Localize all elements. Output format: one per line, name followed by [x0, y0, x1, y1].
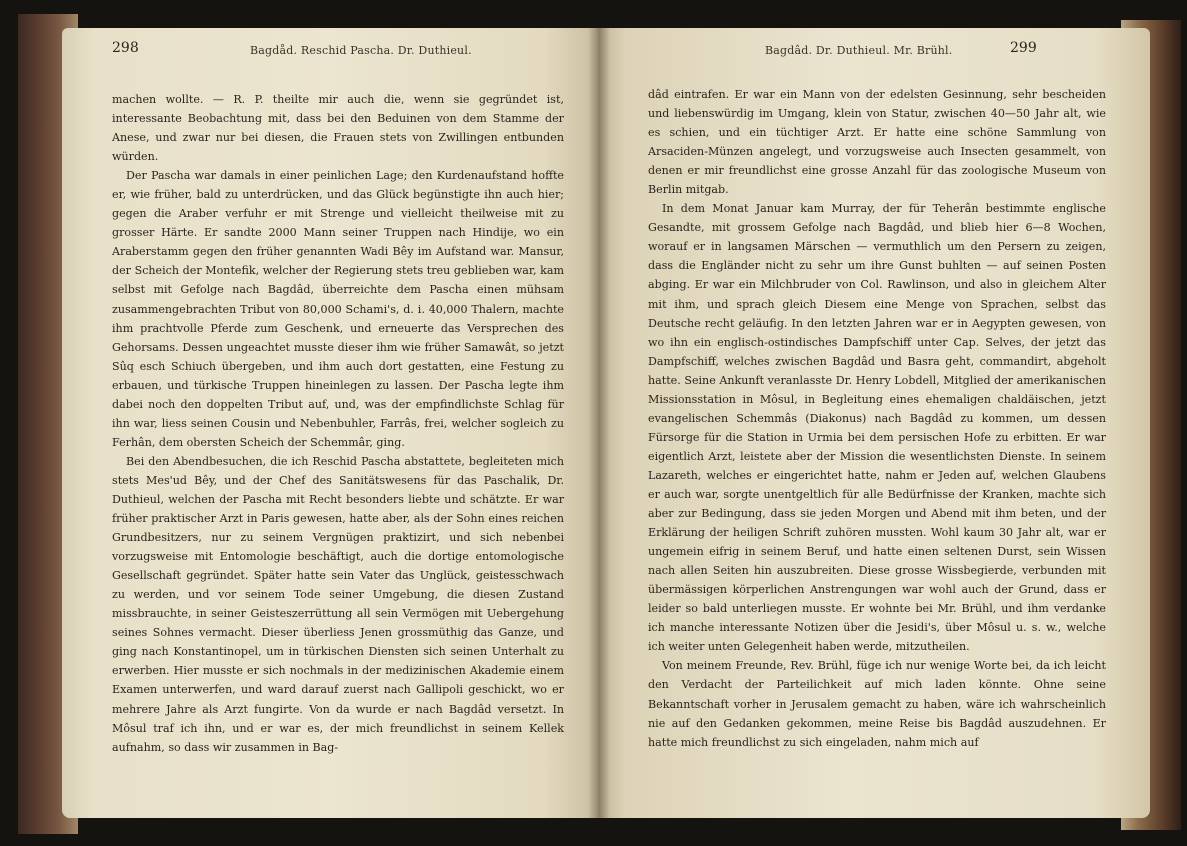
book-gutter — [588, 28, 610, 818]
right-text-block — [648, 85, 1106, 752]
left-running-head: Bagdåd. Reschid Pascha. Dr. Duthieul. — [250, 44, 472, 57]
right-paragraph-3: Von meinem Freunde, Rev. Brühl, füge ich nur wenige Worte bei, da ich leicht den Verdacht der Parteilichkeit auf mich laden könnte. Ohne seine Bekanntschaft vorher in Jerusalem gemacht zu haben, wäre ich wahrscheinlich nie auf den Gedanken gekommen, meine Reise bis Bagdâd auszudehnen. Er hatte mich freundlichst zu sich eingeladen, nahm mich auf — [648, 659, 1106, 749]
left-page-number: 298 — [112, 40, 139, 56]
right-running-head: Bagdâd. Dr. Duthieul. Mr. Brühl. — [765, 44, 953, 57]
right-page-number: 299 — [1010, 40, 1037, 56]
right-paragraph-2: In dem Monat Januar kam Murray, der für Teherân bestimmte englische Gesandte, mit grossem Gefolge nach Bagdâd, und blieb hier 6—8 Wochen, worauf er in langsamen Märschen — vermuthlich um den Persern zu zeigen, dass die Engländer nicht zu sehr um ihre Gunst buhlten — auf seinen Posten abging. Er war ein Milchbruder von Col. Rawlinson, und also in gleichem Alter mit ihm, und sprach gleich Diesem eine Menge von Sprachen, selbst das Deutsche recht geläufig. In den letzten Jahren war er in Aegypten gewesen, von wo ihn ein englisch-ostindisches Dampfschiff unter Cap. Selves, der jetzt das Dampfschiff, welches zwischen Bagdâd und Basra geht, commandirt, abgeholt hatte. Seine Ankunft veranlasste Dr. Henry Lobdell, Mitglied der amerikanischen Missionsstation in Môsul, in Begleitung eines ehemaligen chaldäischen, jetzt evangelischen Schemmâs (Diakonus) nach Bagdâd zu kommen, um dessen Fürsorge für die Station in Urmia bei dem persischen Hofe zu erbitten. Er war eigentlich Arzt, leistete aber der Mission die wesentlichsten Dienste. In seinem Lazareth, welches er eingerichtet hatte, nahm er Jeden auf, welchen Glaubens er auch war, sorgte unentgeltlich für alle Bedürfnisse der Kranken, machte sich aber zur Bedingung, dass sie jeden Morgen und Abend mit ihm beten, und der Erklärung der heiligen Schrift zuhören mussten. Wohl kaum 30 Jahr alt, war er ungemein eifrig in seinem Beruf, und hatte einen seltenen Durst, sein Wissen nach allen Seiten hin auszubreiten. Diese grosse Wissbegierde, verbunden mit übermässigen körperlichen Anstrengungen war wohl auch der Grund, dass er leider so bald unterliegen musste. Er wohnte bei Mr. Brühl, und ihm verdanke ich manche interessante Notizen über die Jesidi's, über Môsul u. s. w., welche ich weiter unten Gelegenheit haben werde, mitzutheilen. — [648, 202, 1106, 654]
left-text-block — [112, 90, 564, 757]
left-paragraph-3: Bei den Abendbesuchen, die ich Reschid Pascha abstattete, begleiteten mich stets Mes'ud Bêy, und der Chef des Sanitätswesens für das Paschalik, Dr. Duthieul, welchen der Pascha mit Recht besonders liebte und schätzte. Er war früher praktischer Arzt in Paris gewesen, hatte aber, als der Sohn eines reichen Grundbesitzers, nur zu seinem Vergnügen praktizirt, und sich nebenbei vorzugsweise mit Entomologie beschäftigt, auch die dortige entomologische Gesellschaft gegründet. Später hatte sein Vater das Unglück, geistesschwach zu werden, und vor seinem Tode seiner Umgebung, die diesen Zustand missbrauchte, in seiner Geisteszerrüttung all sein Vermögen mit Uebergehung seines Sohnes vermacht. Dieser überliess Jenen grossmüthig das Ganze, und ging nach Konstantinopel, um in türkischen Diensten sich seinen Unterhalt zu erwerben. Hier musste er sich nochmals in der medizinischen Akademie einem Examen unterwerfen, und ward darauf zuerst nach Gallipoli geschickt, wo er mehrere Jahre als Arzt fungirte. Von da wurde er nach Bagdâd versetzt. In Môsul traf ich ihn, und er war es, der mich freundlichst in seinem Kellek aufnahm, so dass wir zusammen in Bag- — [112, 454, 564, 754]
right-paragraph-1: dâd eintrafen. Er war ein Mann von der edelsten Gesinnung, sehr bescheiden und liebenswürdig im Umgang, klein von Statur, zwischen 40—50 Jahr alt, wie es schien, und ein tüchtiger Arzt. Er hatte eine schöne Sammlung von Arsaciden-Münzen angelegt, und vorzugsweise auch Insecten gesammelt, von denen er mir freundlichst eine grosse Anzahl für das zoologische Museum von Berlin mitgab. — [648, 88, 1106, 197]
left-paragraph-1: machen wollte. — R. P. theilte mir auch die, wenn sie gegründet ist, interessante Beobachtung mit, dass bei den Beduinen von dem Stamme der Anese, und zwar nur bei diesen, die Frauen stets von Zwillingen entbunden würden. — [112, 93, 564, 164]
left-paragraph-2: Der Pascha war damals in einer peinlichen Lage; den Kurdenaufstand hoffte er, wie früher, bald zu unterdrücken, und das Glück begünstigte ihn auch hier; gegen die Araber verfuhr er mit Strenge und vielleicht theilweise mit zu grosser Härte. Er sandte 2000 Mann seiner Truppen nach Hindije, wo ein Araberstamm gegen den früher genannten Wadi Bêy im Aufstand war. Mansur, der Scheich der Montefik, welcher der Regierung stets treu geblieben war, kam selbst mit Gefolge nach Bagdâd, überreichte dem Pascha einen mühsam zusammengebrachten Tribut von 80,000 Schami's, d. i. 40,000 Thalern, machte ihm prachtvolle Pferde zum Geschenk, und erneuerte das Versprechen des Gehorsams. Dessen ungeachtet musste dieser ihm wie früher Samawât, so jetzt Sûq esch Schiuch übergeben, und ihm auch dort gestatten, eine Festung zu erbauen, und türkische Truppen hineinlegen zu lassen. Der Pascha legte ihm dabei noch den doppelten Tribut auf, und, was der empfindlichste Schlag für ihn war, liess seinen Cousin und Nebenbuhler, Farrâs, frei, welcher sogleich zu Ferhân, dem obersten Scheich der Schemmâr, ging. — [112, 169, 564, 449]
